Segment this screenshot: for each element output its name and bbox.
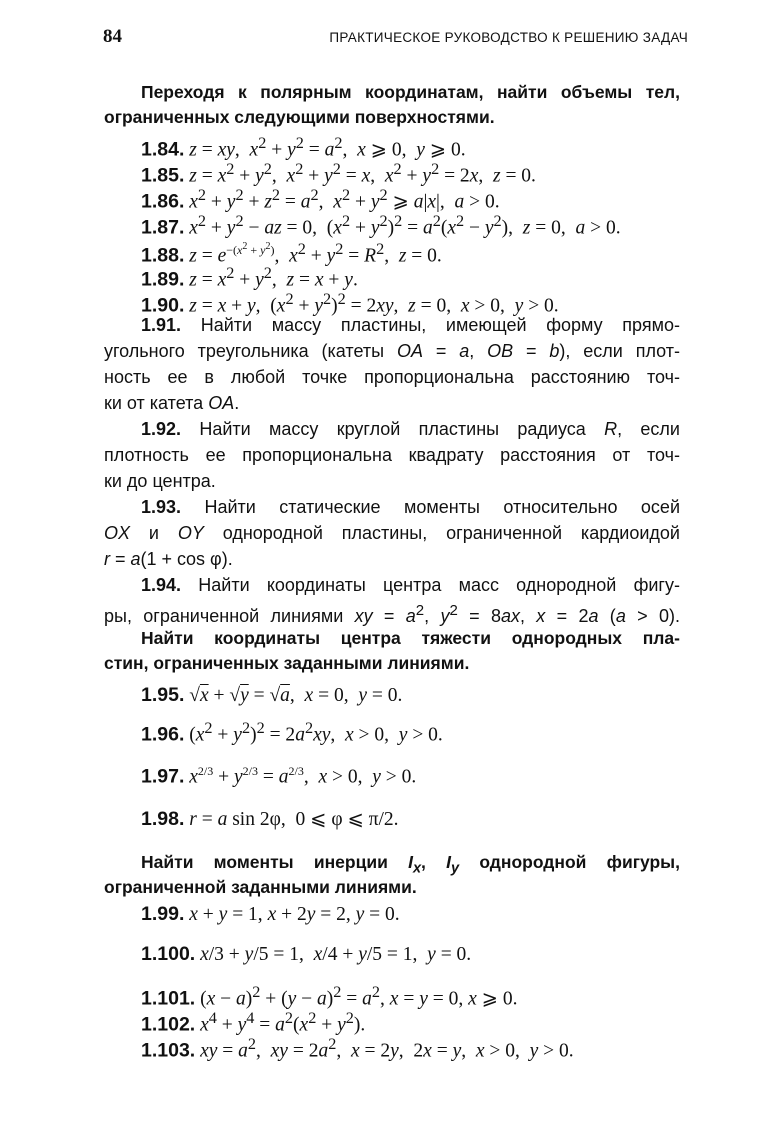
problem-1-87: 1.87. $x^2 + y^2$ − az = 0, $(x^2 + y^2)^2 = a^2(x^2 - y^2)$, z = 0, a > 0. (141, 212, 621, 239)
section-heading-line: Найти моменты инерции $I_x$, $I_y$ однородной фигуры, (141, 852, 680, 877)
problem-1-86: 1.86. $x^2 + y^2 + z^2 = a^2$, $x^2 + y^2$ ⩾ a|x|, a > 0. (141, 186, 500, 213)
problem-1-100: 1.100. x/3 + y/5 = 1, x/4 + y/5 = 1, y = 0. (141, 943, 472, 965)
problem-1-88: 1.88. $z = e^{-(x^2 + y^2)}$, $x^2 + y^2 = R^2$, z = 0. (141, 240, 442, 267)
section-heading-line: стин, ограниченных заданными линиями. (104, 653, 470, 673)
problem-1-103: 1.103. xy = $a^2$, xy = $2a^2$, x = 2y, 2x = y, x > 0, y > 0. (141, 1035, 574, 1062)
problem-1-91-cont: угольного треугольника (катеты OA = a, OB = b), если плот- (104, 341, 681, 361)
problem-1-92-cont: плотность ее пропорциональна квадрату расстояния от точ- (104, 445, 680, 465)
problem-1-91-cont: ки от катета OA. (104, 393, 240, 413)
problem-1-96: 1.96. $(x^2 + y^2)^2 = 2a^2xy$, x > 0, y > 0. (141, 719, 443, 746)
problem-1-101: 1.101. $(x - a)^2 + (y - a)^2 = a^2$, x = y = 0, x ⩾ 0. (141, 983, 518, 1010)
problem-1-90: 1.90. z = x + y, $(x^2 + y^2)^2 = 2xy$, z = 0, x > 0, y > 0. (141, 290, 559, 317)
section-heading-line: ограниченных следующими поверхностями. (104, 107, 495, 127)
problem-1-98: 1.98. r = a sin 2φ, 0 ⩽ φ ⩽ π/2. (141, 808, 399, 830)
problem-1-93-cont: OX и OY однородной пластины, ограниченной кардиоидой (104, 523, 680, 543)
problem-1-93: 1.93. Найти статические моменты относительно осей (141, 497, 680, 517)
running-title: ПРАКТИЧЕСКОЕ РУКОВОДСТВО К РЕШЕНИЮ ЗАДАЧ (329, 30, 688, 45)
problem-1-91: 1.91. Найти массу пластины, имеющей форму прямо- (141, 315, 680, 335)
problem-1-97: 1.97. $x^{2/3} + y^{2/3} = a^{2/3}$, x > 0, y > 0. (141, 764, 417, 788)
problem-1-85: 1.85. $z = x^2 + y^2$, $x^2 + y^2 = x$, $x^2 + y^2 = 2x$, z = 0. (141, 160, 536, 187)
section-heading-line: ограниченной заданными линиями. (104, 877, 417, 897)
problem-1-91-cont: ность ее в любой точке пропорциональна расстоянию точ- (104, 367, 680, 387)
problem-1-92: 1.92. Найти массу круглой пластины радиуса R, если (141, 419, 680, 439)
problem-1-92-cont: ки до центра. (104, 471, 216, 491)
problem-1-84: 1.84. z = xy, $x^2 + y^2 = a^2$, x ⩾ 0, y ⩾ 0. (141, 134, 466, 161)
problem-1-94: 1.94. Найти координаты центра масс однородной фигу- (141, 575, 680, 595)
section-heading-line: Найти координаты центра тяжести однородных пла- (141, 628, 680, 648)
problem-1-89: 1.89. $z = x^2 + y^2$, z = x + y. (141, 264, 358, 291)
section-heading-line: Переходя к полярным координатам, найти объемы тел, (141, 82, 680, 102)
problem-1-95: 1.95. √x + √y = √a, x = 0, y = 0. (141, 684, 403, 706)
problem-1-94-cont: ры, ограниченной линиями xy = $a^2$, $y^2 = 8ax$, x = 2a (a > 0). (104, 602, 680, 626)
problem-1-102: 1.102. $x^4 + y^4 = a^2(x^2 + y^2)$. (141, 1009, 366, 1036)
problem-1-99: 1.99. x + y = 1, x + 2y = 2, y = 0. (141, 903, 400, 925)
page-number: 84 (103, 26, 122, 47)
problem-1-93-cont: r = a(1 + cos φ). (104, 549, 233, 569)
